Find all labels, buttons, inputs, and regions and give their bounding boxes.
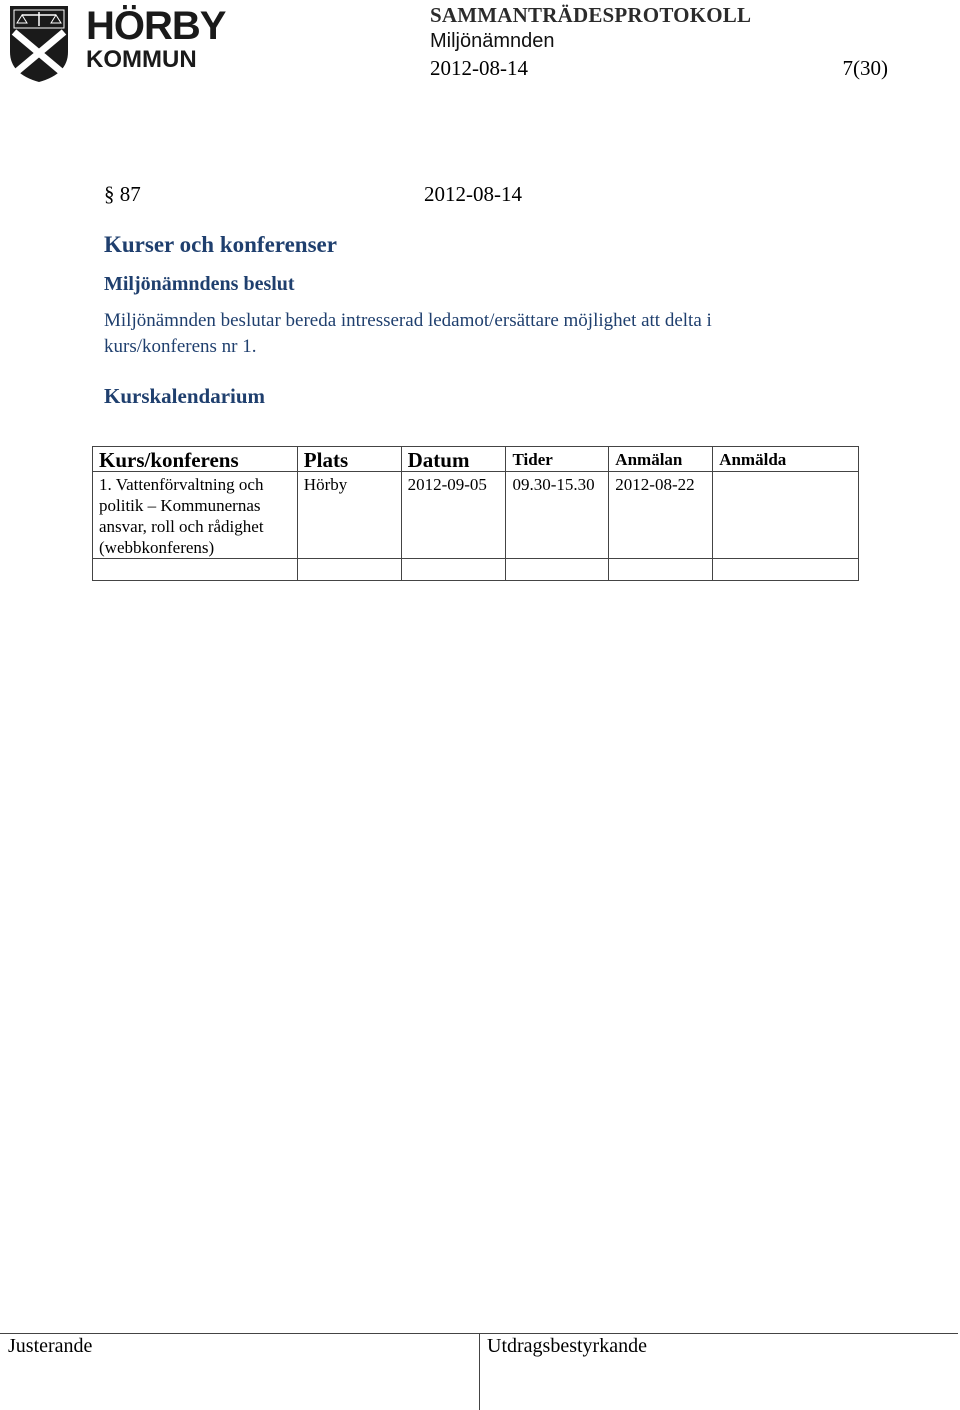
- decision-text: Miljönämnden beslutar bereda intresserad ledamot/ersättare möjlighet att delta i kurs/konferens nr 1.: [104, 310, 712, 357]
- coat-of-arms-icon: [8, 4, 70, 84]
- col-header-place: Plats: [297, 447, 401, 472]
- empty-cell: [297, 559, 401, 581]
- decision-heading: Miljönämndens beslut: [104, 273, 295, 295]
- table-row: [93, 472, 859, 559]
- cell-times: 09.30-15.30: [506, 472, 609, 559]
- logo-wordmark: [86, 6, 225, 72]
- col-header-date: Datum: [401, 447, 506, 472]
- cell-place: Hörby: [297, 472, 401, 559]
- page-number: 7(30): [842, 56, 888, 80]
- municipality-logo: [8, 4, 226, 84]
- document-header: [430, 2, 890, 84]
- cell-date: 2012-09-05: [401, 472, 506, 559]
- table-header-row: [93, 447, 859, 472]
- header-date: 2012-08-14: [430, 56, 528, 80]
- header-date-row: [430, 54, 890, 84]
- logo-line-1: HÖRBY: [86, 4, 226, 48]
- logo-line-2: KOMMUN: [86, 46, 197, 73]
- calendar-heading: Kurskalendarium: [104, 384, 266, 408]
- page-title: Kurser och konferenser: [104, 232, 337, 257]
- col-header-registration: Anmälan: [609, 447, 713, 472]
- empty-cell: [713, 559, 859, 581]
- section-date: 2012-08-14: [424, 182, 522, 206]
- section-symbol: §: [104, 182, 115, 206]
- section-number: 87: [119, 182, 141, 206]
- committee-name: Miljönämnden: [430, 30, 555, 52]
- protocol-title: SAMMANTRÄDESPROTOKOLL: [430, 3, 752, 27]
- col-header-course: Kurs/konferens: [93, 447, 298, 472]
- empty-cell: [93, 559, 298, 581]
- empty-cell: [401, 559, 506, 581]
- col-header-registered: Anmälda: [713, 447, 859, 472]
- cell-course: 1. Vattenförvaltning och politik – Kommunernas ansvar, roll och rådighet (webbkonferens): [93, 472, 298, 559]
- empty-cell: [609, 559, 713, 581]
- course-table: [92, 446, 859, 581]
- paragraph-marker: [104, 182, 544, 210]
- footer-vertical-divider: [479, 1333, 480, 1410]
- cell-registration: 2012-08-22: [609, 472, 713, 559]
- footer-extract-label: Utdragsbestyrkande: [487, 1335, 647, 1357]
- col-header-times: Tider: [506, 447, 609, 472]
- cell-registered: [713, 472, 859, 559]
- table-row-empty: [93, 559, 859, 581]
- empty-cell: [506, 559, 609, 581]
- footer-adjuster-label: Justerande: [8, 1335, 93, 1357]
